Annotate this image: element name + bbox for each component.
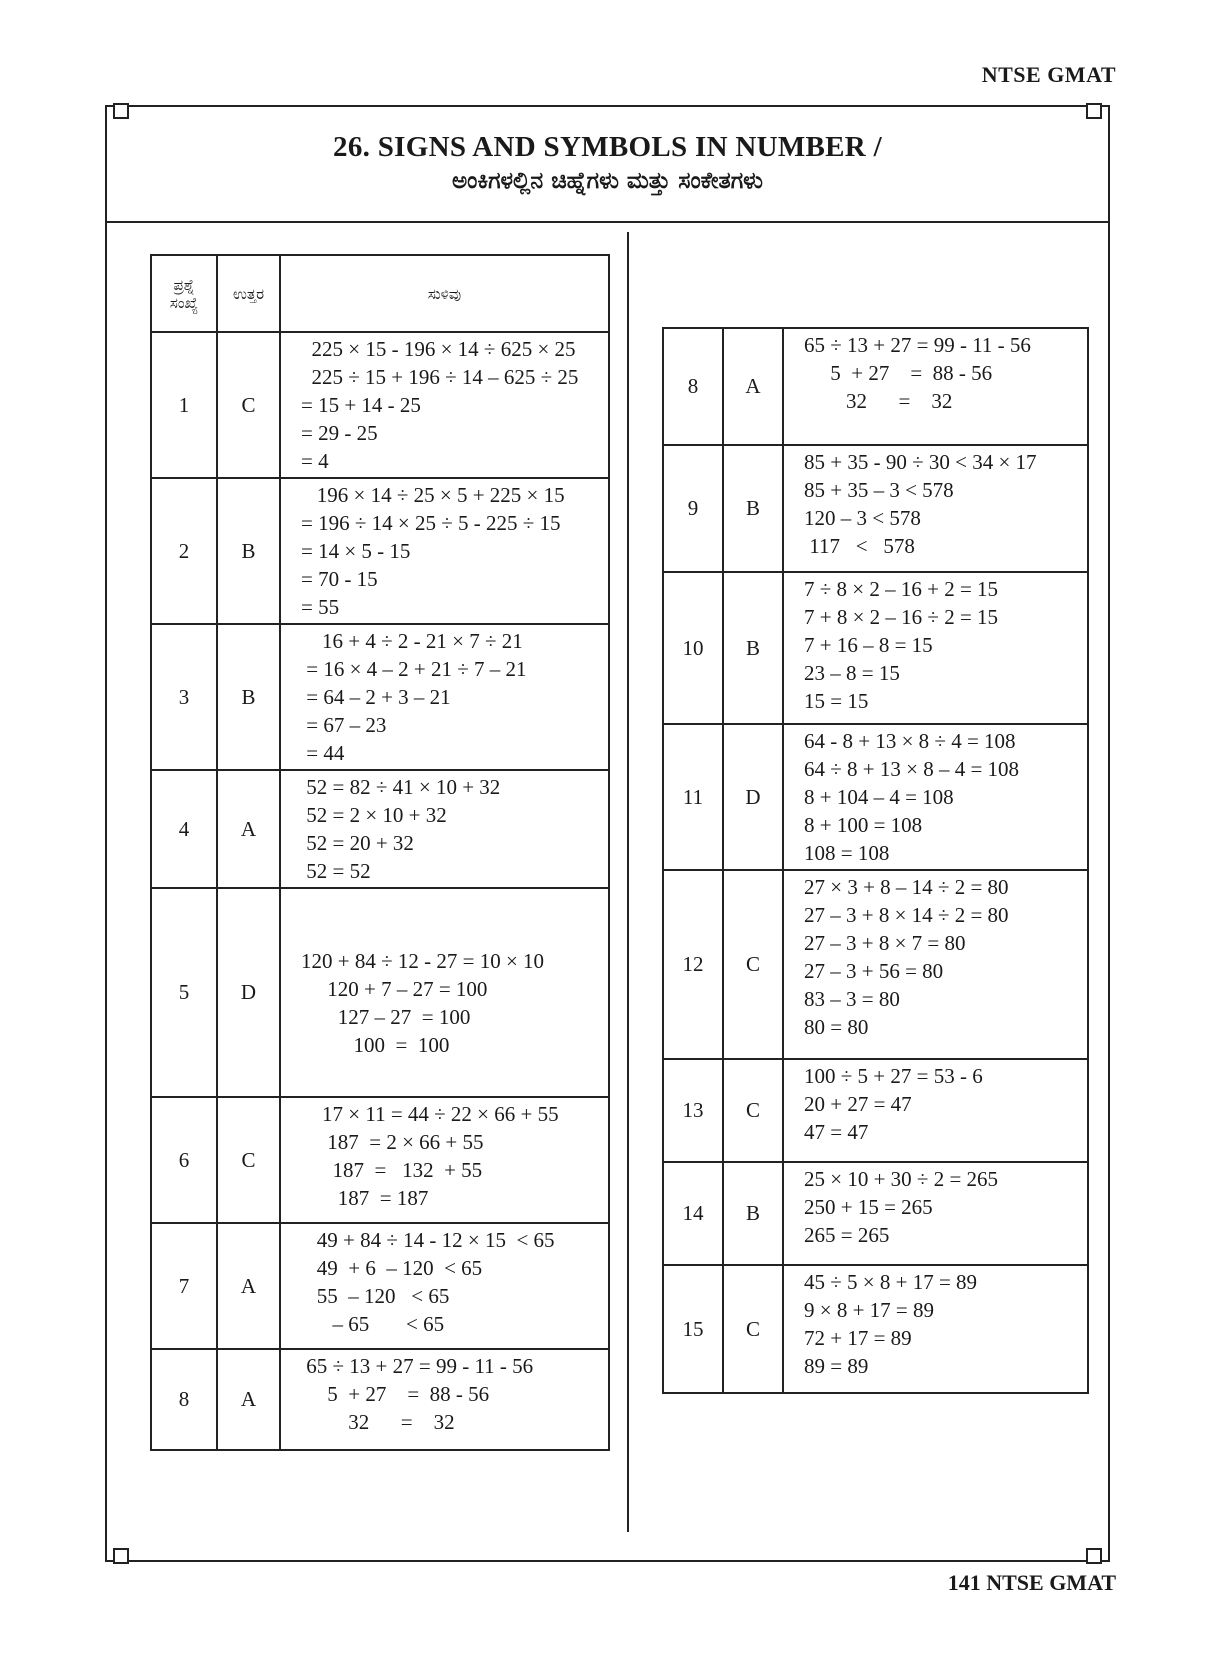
solution-line: 32 = 32 <box>804 389 953 413</box>
frame-corner-ornament <box>1086 1548 1102 1564</box>
answer-option: C <box>723 1265 783 1393</box>
answer-option: C <box>723 870 783 1059</box>
answer-option: B <box>217 624 280 770</box>
question-number: 8 <box>663 328 723 445</box>
solution-steps <box>783 445 1088 572</box>
solution-line: 52 = 52 <box>301 859 371 883</box>
solution-line: 225 × 15 - 196 × 14 ÷ 625 × 25 <box>301 337 576 361</box>
solution-line: 65 ÷ 13 + 27 = 99 - 11 - 56 <box>301 1354 534 1378</box>
solution-line: 187 = 2 × 66 + 55 <box>301 1130 484 1154</box>
solution-line: 120 + 7 – 27 = 100 <box>301 977 488 1001</box>
table-row <box>663 724 1088 870</box>
solution-line: 85 + 35 - 90 ÷ 30 < 34 × 17 <box>804 450 1037 474</box>
solution-steps <box>783 724 1088 870</box>
question-number: 5 <box>151 888 217 1097</box>
solution-line: 17 × 11 = 44 ÷ 22 × 66 + 55 <box>301 1102 559 1126</box>
solution-line: = 55 <box>301 595 340 619</box>
table-row <box>151 770 609 888</box>
question-number: 3 <box>151 624 217 770</box>
solution-line: 100 = 100 <box>301 1033 450 1057</box>
solution-steps <box>280 478 609 624</box>
answer-option: B <box>723 572 783 724</box>
question-number: 10 <box>663 572 723 724</box>
solution-line: 47 = 47 <box>804 1120 869 1144</box>
solution-line: 7 + 8 × 2 – 16 ÷ 2 = 15 <box>804 605 999 629</box>
frame-corner-ornament <box>113 1548 129 1564</box>
question-number: 9 <box>663 445 723 572</box>
solution-steps <box>783 328 1088 445</box>
question-number: 13 <box>663 1059 723 1162</box>
answer-option: D <box>723 724 783 870</box>
answer-option: A <box>723 328 783 445</box>
answer-option: A <box>217 1223 280 1349</box>
solution-steps <box>280 770 609 888</box>
table-row <box>151 1223 609 1349</box>
solution-steps <box>783 1059 1088 1162</box>
solution-line: 23 – 8 = 15 <box>804 661 900 685</box>
table-row <box>663 870 1088 1059</box>
solution-line: 32 = 32 <box>301 1410 455 1434</box>
solution-steps <box>783 1162 1088 1265</box>
solution-line: 27 × 3 + 8 – 14 ÷ 2 = 80 <box>804 875 1009 899</box>
solution-line: 65 ÷ 13 + 27 = 99 - 11 - 56 <box>804 333 1031 357</box>
question-number: 12 <box>663 870 723 1059</box>
solution-line: 80 = 80 <box>804 1015 869 1039</box>
table-row <box>151 332 609 478</box>
question-number: 11 <box>663 724 723 870</box>
question-number: 15 <box>663 1265 723 1393</box>
table-row <box>151 888 609 1097</box>
solution-line: 27 – 3 + 8 × 7 = 80 <box>804 931 966 955</box>
table-header-row <box>151 255 609 332</box>
solution-line: 187 = 132 + 55 <box>301 1158 483 1182</box>
solution-line: 52 = 20 + 32 <box>301 831 414 855</box>
solution-line: = 14 × 5 - 15 <box>301 539 411 563</box>
answer-header: ಉತ್ತರ <box>217 255 280 332</box>
answer-option: B <box>217 478 280 624</box>
running-header: NTSE GMAT <box>981 62 1116 87</box>
table-row <box>663 1265 1088 1393</box>
question-number: 14 <box>663 1162 723 1265</box>
solution-line: 7 ÷ 8 × 2 – 16 + 2 = 15 <box>804 577 999 601</box>
solution-line: 45 ÷ 5 × 8 + 17 = 89 <box>804 1270 978 1294</box>
answer-option: C <box>723 1059 783 1162</box>
solution-line: = 196 ÷ 14 × 25 ÷ 5 - 225 ÷ 15 <box>301 511 561 535</box>
solution-line: 64 ÷ 8 + 13 × 8 – 4 = 108 <box>804 757 1020 781</box>
column-divider <box>627 232 629 1532</box>
solution-line: = 64 – 2 + 3 – 21 <box>301 685 451 709</box>
question-number: 1 <box>151 332 217 478</box>
page-footer: 141 NTSE GMAT <box>947 1570 1116 1595</box>
solution-line: 15 = 15 <box>804 689 869 713</box>
solution-line: 27 – 3 + 8 × 14 ÷ 2 = 80 <box>804 903 1009 927</box>
solution-line: 7 + 16 – 8 = 15 <box>804 633 933 657</box>
solution-line: 196 × 14 ÷ 25 × 5 + 225 × 15 <box>301 483 565 507</box>
solution-line: 25 × 10 + 30 ÷ 2 = 265 <box>804 1167 999 1191</box>
solution-steps <box>783 572 1088 724</box>
answer-option: B <box>723 445 783 572</box>
solution-line: 89 = 89 <box>804 1354 869 1378</box>
solution-line: 5 + 27 = 88 - 56 <box>804 361 993 385</box>
solution-line: 27 – 3 + 56 = 80 <box>804 959 944 983</box>
table-row <box>663 1059 1088 1162</box>
solution-line: 85 + 35 – 3 < 578 <box>804 478 954 502</box>
solution-line: 108 = 108 <box>804 841 890 865</box>
solution-steps <box>280 1349 609 1450</box>
solution-line: 8 + 104 – 4 = 108 <box>804 785 954 809</box>
solution-steps <box>280 332 609 478</box>
chapter-title: 26. SIGNS AND SYMBOLS IN NUMBER / <box>333 131 882 163</box>
title-band <box>105 105 1110 223</box>
solution-steps <box>280 1223 609 1349</box>
solution-line <box>301 919 608 947</box>
question-number: 2 <box>151 478 217 624</box>
question-number: 4 <box>151 770 217 888</box>
solution-steps <box>783 1265 1088 1393</box>
solution-line: 187 = 187 <box>301 1186 429 1210</box>
solution-line: 120 + 84 ÷ 12 - 27 = 10 × 10 <box>301 949 545 973</box>
solution-line: 117 < 578 <box>804 534 915 558</box>
solution-steps <box>280 624 609 770</box>
solution-line: 127 – 27 = 100 <box>301 1005 471 1029</box>
solution-line <box>301 891 608 919</box>
solution-line: 52 = 2 × 10 + 32 <box>301 803 447 827</box>
answer-table-left <box>150 254 610 1451</box>
question-number: 7 <box>151 1223 217 1349</box>
table-row <box>663 445 1088 572</box>
solution-line: 225 ÷ 15 + 196 ÷ 14 – 625 ÷ 25 <box>301 365 579 389</box>
solution-line: = 44 <box>301 741 345 765</box>
solution-line: 120 – 3 < 578 <box>804 506 921 530</box>
question-number: 8 <box>151 1349 217 1450</box>
solution-steps <box>280 1097 609 1223</box>
table-row <box>151 1097 609 1223</box>
solution-line: 49 + 84 ÷ 14 - 12 × 15 < 65 <box>301 1228 555 1252</box>
solution-line: = 67 – 23 <box>301 713 387 737</box>
answer-option: A <box>217 1349 280 1450</box>
solution-line: = 29 - 25 <box>301 421 378 445</box>
solution-line: 8 + 100 = 108 <box>804 813 923 837</box>
chapter-title-kannada: ಅಂಕಿಗಳಲ್ಲಿನ ಚಿಹ್ನೆಗಳು ಮತ್ತು ಸಂಕೇತಗಳು <box>452 168 763 194</box>
solution-line: 83 – 3 = 80 <box>804 987 900 1011</box>
solution-line: 250 + 15 = 265 <box>804 1195 933 1219</box>
solution-line: 52 = 82 ÷ 41 × 10 + 32 <box>301 775 501 799</box>
solution-line: = 4 <box>301 449 329 473</box>
answer-option: A <box>217 770 280 888</box>
solution-line: = 15 + 14 - 25 <box>301 393 421 417</box>
solution-line: 55 – 120 < 65 <box>301 1284 450 1308</box>
solution-steps <box>280 888 609 1097</box>
solution-line: 9 × 8 + 17 = 89 <box>804 1298 935 1322</box>
answer-option: B <box>723 1162 783 1265</box>
answer-table-right <box>662 327 1089 1394</box>
solution-line: 5 + 27 = 88 - 56 <box>301 1382 490 1406</box>
answer-option: C <box>217 332 280 478</box>
solution-steps <box>783 870 1088 1059</box>
table-row <box>663 572 1088 724</box>
hint-header: ಸುಳಿವು <box>280 255 609 332</box>
table-row <box>663 1162 1088 1265</box>
answer-option: D <box>217 888 280 1097</box>
solution-line: – 65 < 65 <box>301 1312 445 1336</box>
solution-line: 20 + 27 = 47 <box>804 1092 912 1116</box>
table-row <box>151 624 609 770</box>
table-row <box>151 1349 609 1450</box>
table-row <box>663 328 1088 445</box>
table-row <box>151 478 609 624</box>
solution-line: 16 + 4 ÷ 2 - 21 × 7 ÷ 21 <box>301 629 523 653</box>
solution-line: = 16 × 4 – 2 + 21 ÷ 7 – 21 <box>301 657 527 681</box>
solution-line: 72 + 17 = 89 <box>804 1326 912 1350</box>
solution-line: = 70 - 15 <box>301 567 378 591</box>
solution-line: 265 = 265 <box>804 1223 890 1247</box>
solution-line: 100 ÷ 5 + 27 = 53 - 6 <box>804 1064 983 1088</box>
solution-line: 64 - 8 + 13 × 8 ÷ 4 = 108 <box>804 729 1016 753</box>
question-number: 6 <box>151 1097 217 1223</box>
question-number-header: ಪ್ರಶ್ನೆ ಸಂಖ್ಯೆ <box>151 255 217 332</box>
solution-line: 49 + 6 – 120 < 65 <box>301 1256 483 1280</box>
answer-option: C <box>217 1097 280 1223</box>
